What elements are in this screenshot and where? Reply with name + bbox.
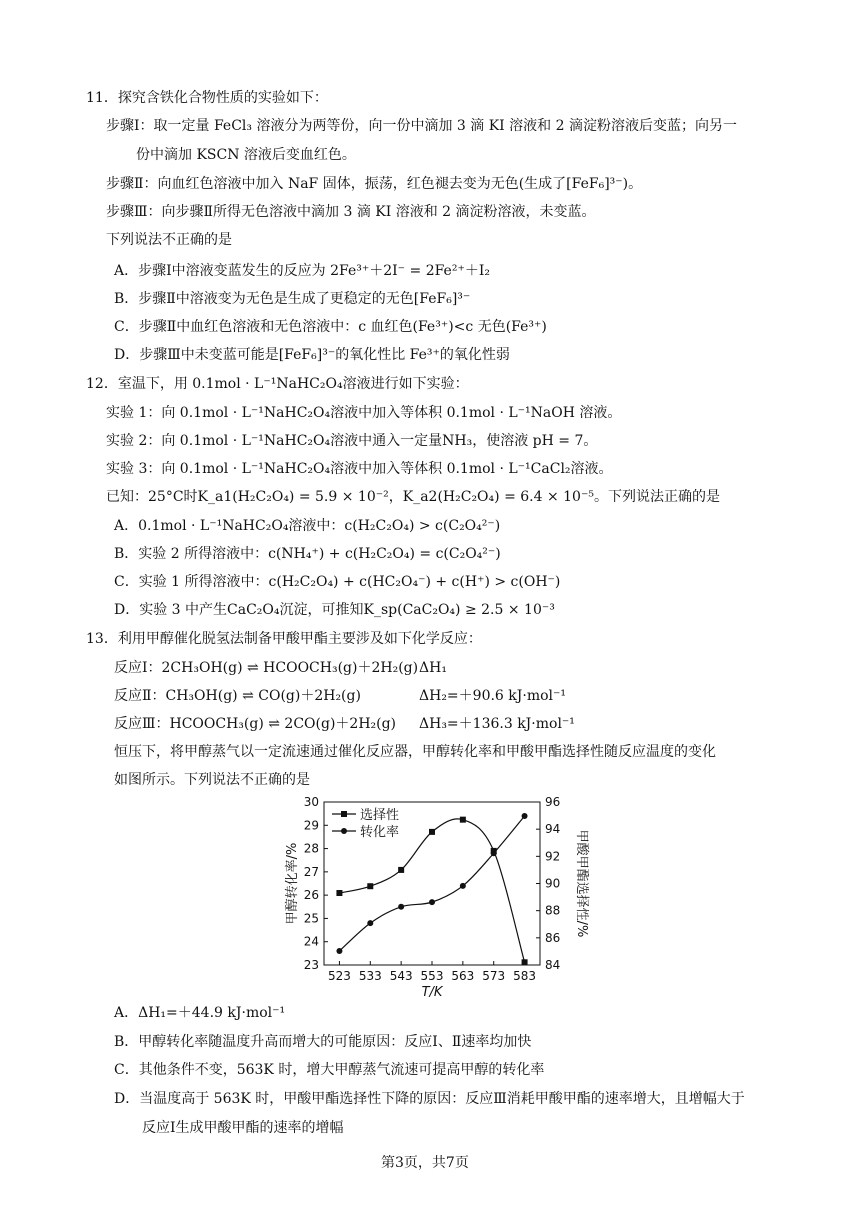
legend-label: 选择性 [360,808,400,823]
q12-experiment-1: 实验 1：向 0.1mol · L⁻¹NaHC₂O₄溶液中加入等体积 0.1mol · L⁻¹NaOH 溶液。 [106,405,622,421]
data-point-selectivity [522,959,528,965]
series-line-selectivity [339,819,524,962]
q12-option-c: C．实验 1 所得溶液中：c(H₂C₂O₄) + c(HC₂O₄⁻) + c(H⁺) > c(OH⁻) [114,574,561,590]
q11-option-a: A．步骤Ⅰ中溶液变蓝发生的反应为 2Fe³⁺＋2I⁻ = 2Fe²⁺＋I₂ [114,263,490,279]
data-point-selectivity [367,883,373,889]
y-right-tick-label: 84 [545,958,561,972]
q12-experiment-2: 实验 2：向 0.1mol · L⁻¹NaHC₂O₄溶液中通入一定量NH₃，使溶液 pH = 7。 [106,433,598,449]
q12-title: 12．室温下，用 0.1mol · L⁻¹NaHC₂O₄溶液进行如下实验： [86,376,469,392]
q13-reaction-2: 反应Ⅱ：CH₃OH(g) ⇌ CO(g)＋2H₂(g) [114,688,361,704]
q13-description-line1: 恒压下，将甲醇蒸气以一定流速通过催化反应器，甲醇转化率和甲酸甲酯选择性随反应温度的变化 [114,744,716,760]
q12-option-b: B．实验 2 所得溶液中：c(NH₄⁺) + c(H₂C₂O₄) = c(C₂O₄²⁻) [114,546,501,562]
q13-option-b: B．甲醇转化率随温度升高而增大的可能原因：反应Ⅰ、Ⅱ速率均加快 [114,1034,532,1050]
y-left-axis-label: 甲醇转化率/% [285,842,300,925]
q12-experiment-3: 实验 3：向 0.1mol · L⁻¹NaHC₂O₄溶液中加入等体积 0.1mol · L⁻¹CaCl₂溶液。 [106,461,613,477]
q13-reaction-2-dh: ΔH₂=＋90.6 kJ·mol⁻¹ [419,688,567,704]
q13-description-line2: 如图所示。下列说法不正确的是 [114,772,310,788]
data-point-selectivity [336,890,342,896]
x-tick-label: 543 [389,969,413,983]
y-left-tick-label: 24 [303,934,319,949]
y-left-tick-label: 28 [303,841,319,856]
x-axis-label: T/K [421,985,443,1000]
x-tick-label: 533 [358,969,382,983]
page-footer: 第3页，共7页 [381,1155,469,1171]
x-tick-label: 583 [513,969,537,983]
q13-reaction-1-dh: ΔH₁ [419,660,447,676]
y-right-tick-label: 86 [545,930,561,945]
q13-reaction-1: 反应Ⅰ：2CH₃OH(g) ⇌ HCOOCH₃(g)＋2H₂(g) [114,660,419,676]
y-right-tick-label: 94 [545,822,561,837]
y-right-tick-label: 90 [545,876,561,891]
x-tick-label: 553 [420,969,444,983]
q13-option-d-line2: 反应Ⅰ生成甲酸甲酯的速率的增幅 [142,1120,344,1136]
legend-marker-square [341,811,347,817]
q13-option-c: C．其他条件不变，563K 时，增大甲醇蒸气流速可提高甲醇的转化率 [114,1062,545,1078]
q11-step1-line2: 份中滴加 KSCN 溶液后变血红色。 [136,147,356,163]
data-point-conversion [367,920,373,926]
data-point-selectivity [460,817,466,823]
q12-option-a: A．0.1mol · L⁻¹NaHC₂O₄溶液中：c(H₂C₂O₄) > c(C₂O₄²⁻) [114,518,501,534]
legend-label: 转化率 [360,825,400,840]
q11-option-b: B．步骤Ⅱ中溶液变为无色是生成了更稳定的无色[FeF₆]³⁻ [114,291,471,307]
data-point-conversion [398,904,404,910]
q12-option-d: D．实验 3 中产生CaC₂O₄沉淀，可推知K_sp(CaC₂O₄) ≥ 2.5 × 10⁻³ [114,602,555,618]
q13-option-d-line1: D．当温度高于 563K 时，甲酸甲酯选择性下降的原因：反应Ⅲ消耗甲酸甲酯的速率增大，且增幅大于 [114,1091,745,1107]
data-point-conversion [491,850,497,856]
q11-step2: 步骤Ⅱ：向血红色溶液中加入 NaF 固体，振荡，红色褪去变为无色(生成了[FeF₆]³⁻)。 [106,176,643,192]
data-point-conversion [429,899,435,905]
x-tick-label: 523 [327,969,351,983]
legend-marker-circle [341,828,347,834]
q13-reaction-3-dh: ΔH₃=＋136.3 kJ·mol⁻¹ [419,716,575,732]
y-left-tick-label: 23 [303,958,319,972]
q11-option-c: C．步骤Ⅱ中血红色溶液和无色溶液中：c 血红色(Fe³⁺)<c 无色(Fe³⁺) [114,319,547,335]
data-point-conversion [460,883,466,889]
x-tick-label: 563 [451,969,475,983]
q11-stem: 下列说法不正确的是 [106,232,232,248]
data-point-conversion [336,948,342,954]
data-point-selectivity [429,829,435,835]
q11-title: 11．探究含铁化合物性质的实验如下： [86,90,328,106]
q11-step3: 步骤Ⅲ：向步骤Ⅱ所得无色溶液中滴加 3 滴 KI 溶液和 2 滴淀粉溶液，未变蓝。 [106,204,596,220]
y-left-tick-label: 27 [303,864,319,879]
chart-svg [282,790,592,1000]
q11-step1-line1: 步骤Ⅰ：取一定量 FeCl₃ 溶液分为两等份，向一份中滴加 3 滴 KI 溶液和 2 滴淀粉溶液后变蓝；向另一 [106,118,737,134]
data-point-conversion [522,813,528,819]
y-left-tick-label: 29 [303,818,319,833]
y-right-tick-label: 88 [545,903,561,918]
y-right-tick-label: 96 [545,795,561,809]
q12-known: 已知：25°C时K_a1(H₂C₂O₄) = 5.9 × 10⁻²，K_a2(H₂C₂O₄) = 6.4 × 10⁻⁵。下列说法正确的是 [106,489,720,505]
y-left-tick-label: 25 [303,911,319,926]
y-left-tick-label: 26 [303,888,319,903]
x-tick-label: 573 [482,969,506,983]
q11-option-d: D．步骤Ⅲ中未变蓝可能是[FeF₆]³⁻的氧化性比 Fe³⁺的氧化性弱 [114,347,510,363]
data-point-selectivity [398,867,404,873]
q13-reaction-3: 反应Ⅲ：HCOOCH₃(g) ⇌ 2CO(g)＋2H₂(g) [114,716,397,732]
q13-chart [282,790,592,1000]
y-left-tick-label: 30 [303,795,319,809]
y-right-tick-label: 92 [545,849,561,864]
q13-option-a: A．ΔH₁=＋44.9 kJ·mol⁻¹ [114,1005,286,1021]
y-right-axis-label: 甲酸甲酯选择性/% [574,829,589,938]
plot-frame [324,802,540,965]
q13-title: 13．利用甲醇催化脱氢法制备甲酸甲酯主要涉及如下化学反应： [86,631,482,647]
